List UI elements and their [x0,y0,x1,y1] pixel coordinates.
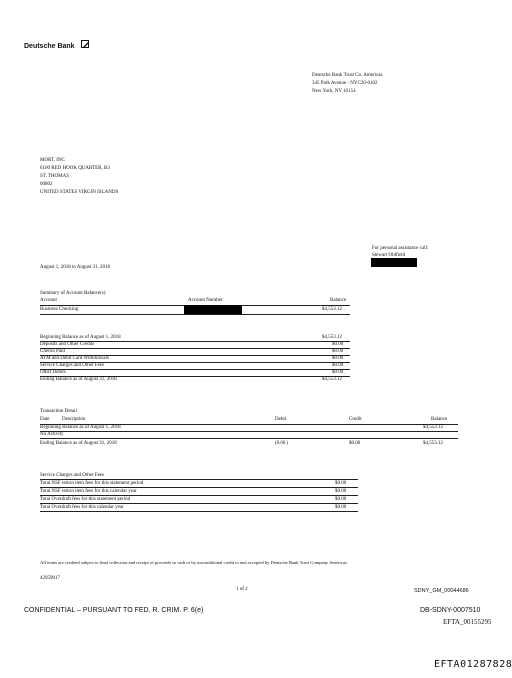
fee-row-value: $0.00 [335,489,347,494]
divider [40,479,358,480]
transactions-title: Transaction Detail [40,409,77,414]
fee-row-value: $0.00 [335,481,347,486]
balance-row-label: Checks Paid [40,349,65,354]
summary-balance: $4,553.12 [322,307,342,312]
tx-header-date: Date [40,417,50,422]
divider [40,511,358,512]
tx-beginning-balance: $4,553.12 [423,425,443,430]
balance-row-value: $4,553.12 [322,377,342,382]
bank-address-line: 345 Park Avenue - NYC20-0102 [312,81,378,86]
tx-header-balance: Balance [431,417,448,422]
assistance-label: For personal assistance call: [372,246,429,251]
balance-row-label: ATM and Debit Card Withdrawals [40,356,109,361]
confidential-notice: CONFIDENTIAL – PURSUANT TO FED. R. CRIM. P. 6(e) [24,607,204,614]
bank-address-line: Deutsche Bank Trust Co. Americas [312,73,383,78]
credit-terms-note: All items are credited subject to final collection and receipt of proceeds in cash or by unconditional credit to and accepted by Deutsche Bank Trust Company Americas. [40,560,348,565]
divider [40,495,358,496]
balance-row-label: Service Charges and Other Fees [40,363,105,368]
tx-no-activity: No Activity [40,432,64,437]
customer-address-line: 00802 [40,182,53,187]
statement-code: 42959017 [40,576,60,581]
fee-row-label: Total NSF return item fees for this statement period [40,481,144,486]
summary-header-account: Account [40,298,57,303]
bank-address [312,72,382,96]
fee-row-label: Total NSF return item fees for this calendar year [40,489,137,494]
customer-address [40,157,118,197]
divider [40,314,350,315]
divider [40,348,350,349]
customer-address-line: 6100 RED HOOK QUARTER, B3 [40,166,110,171]
divider [40,431,458,432]
tx-header-credit: Credit [349,417,362,422]
customer-address-line: MORT, INC [40,158,65,163]
statement-period: August 1, 2018 to August 31, 2018 [40,265,111,270]
tx-header-debit: Debit [275,417,287,422]
divider [40,487,358,488]
balance-row-value: $0.00 [332,349,344,354]
fee-row-label: Total Overdraft fees for this calendar year [40,505,124,510]
tx-ending-description: Ending Balance as of August 31, 2018 [40,441,117,446]
redaction-box [184,305,242,314]
balance-row-value: $0.00 [332,370,344,375]
balance-row-label: Beginning Balance as of August 1, 2018 [40,335,121,340]
bank-address-line: New York, NY 10154 [312,89,356,94]
balance-row-label: Ending Balance as of August 31, 2018 [40,377,117,382]
balance-row-label: Other Debits [40,370,66,375]
tx-ending-credit: $0.00 [349,441,361,446]
balance-row-value: $4,553.12 [322,335,342,340]
logo-text: Deutsche Bank [24,43,75,50]
customer-address-line: UNITED STATES VIRGIN ISLANDS [40,190,119,195]
efta-small-number: EFTA_00155295 [443,618,492,626]
bates-gm-number: SDNY_GM_00044686 [414,588,469,594]
page-number: 1 of 2 [236,587,248,592]
fees-title: Service Charges and Other Fees [40,473,105,478]
summary-header-account-number: Account Number [188,298,223,303]
balance-row-value: $0.00 [332,356,344,361]
summary-title: Summary of Account Balance(s) [40,291,106,296]
balance-row-value: $0.00 [332,363,344,368]
tx-ending-balance: $4,553.12 [423,441,443,446]
assistance-name: Stewart Oldfield [372,253,406,258]
efta-large-number: EFTA01287828 [434,659,512,670]
redaction-box [371,258,417,267]
deutsche-bank-slash-logo-icon [81,40,89,48]
balance-row-label: Deposits and Other Credits [40,342,95,347]
customer-address-line: ST. THOMAS [40,174,69,179]
summary-header-balance: Balance [330,298,347,303]
bates-db-number: DB-SDNY-0007510 [420,607,481,614]
tx-beginning-description: Beginning Balance as of August 1, 2018 [40,425,121,430]
fee-row-label: Total Overdraft fees for this statement period [40,497,131,502]
divider [40,438,458,439]
tx-header-description: Description [62,417,86,422]
fee-row-value: $0.00 [335,497,347,502]
summary-account: Business Checking [40,307,79,312]
divider [40,369,350,370]
tx-ending-debit: (0.00 ) [275,441,289,446]
divider [40,503,358,504]
fee-row-value: $0.00 [335,505,347,510]
balance-row-value: $0.00 [332,342,344,347]
